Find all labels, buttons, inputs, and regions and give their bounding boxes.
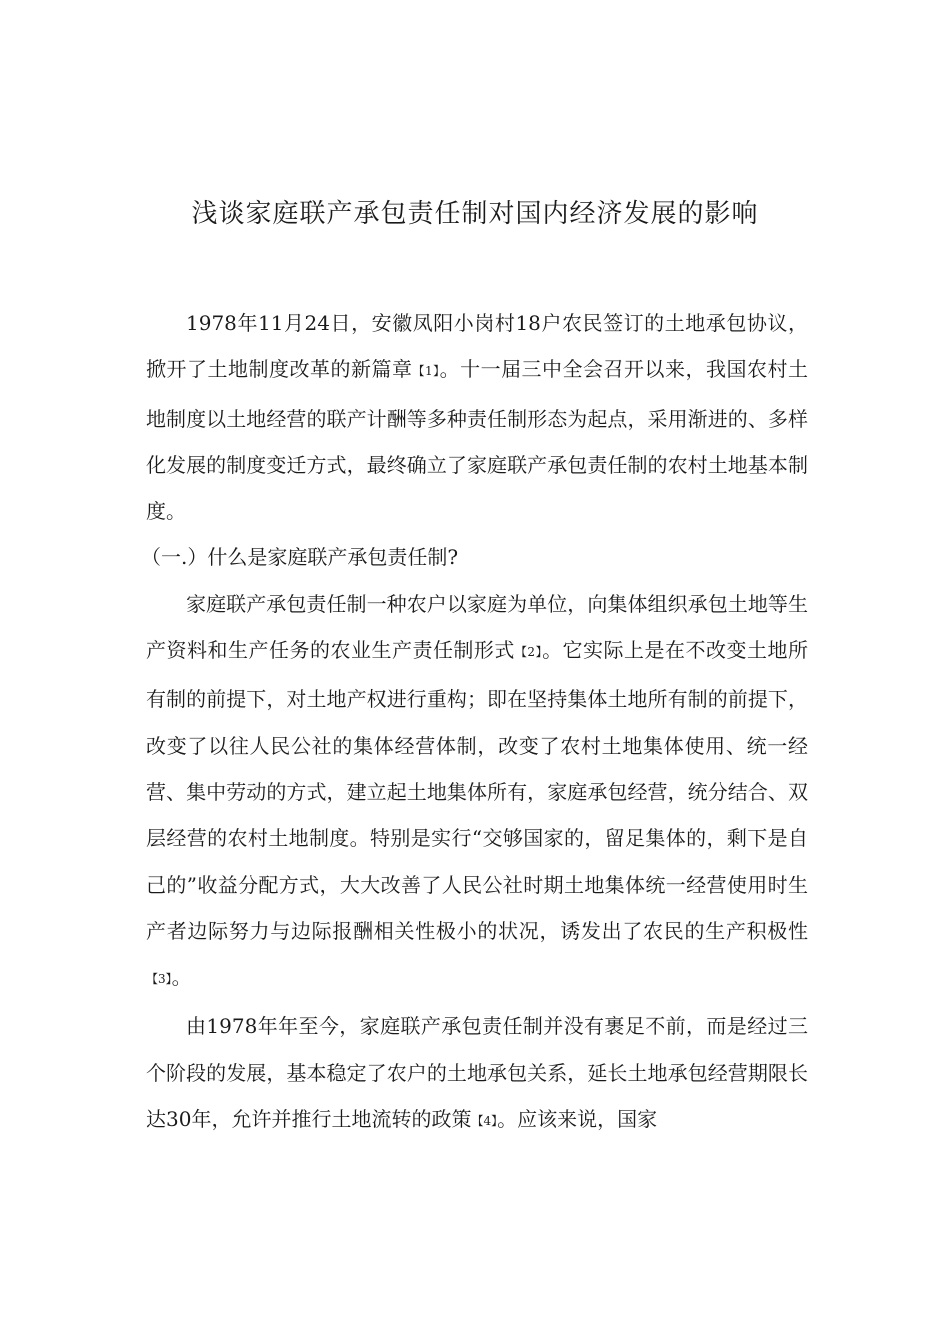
section-heading-1-text: （一.）什么是家庭联产承包责任制? bbox=[141, 545, 459, 570]
document-body bbox=[141, 300, 809, 1145]
paragraph-1-text-2: 。十一届三中全会召开以来，我国农村土地制度以土地经营的联产计酬等多种责任制形态为起点，采用渐进的、多样化发展的制度变迁方式，最终确立了家庭联产承包责任制的农村土地基本制度。 bbox=[146, 357, 809, 524]
paragraph-2-text-3: 。 bbox=[171, 965, 192, 990]
paragraph-1-text-1: 1978年11月24日，安徽凤阳小岗村18户农民签订的土地承包协议，掀开了土地制度改革的新篇章 bbox=[146, 311, 808, 382]
paragraph-3 bbox=[146, 1003, 808, 1145]
paragraph-2 bbox=[146, 581, 808, 1004]
paragraph-2-text-1: 家庭联产承包责任制一种农户以家庭为单位，向集体组织承包土地等生产资料和生产任务的农业生产责任制形式 bbox=[146, 591, 808, 663]
paragraph-1 bbox=[146, 300, 808, 534]
paragraph-3-text-1: 由1978年年至今，家庭联产承包责任制并没有裹足不前，而是经过三个阶段的发展，基本稳定了农户的土地承包关系，延长土地承包经营期限长达30年，允许并推行土地流转的政策 bbox=[146, 1014, 808, 1132]
section-heading-1 bbox=[141, 534, 803, 580]
paragraph-3-text-2: 。应该来说，国家 bbox=[497, 1107, 658, 1132]
paragraph-2-text-2: 。它实际上是在不改变土地所有制的前提下，对土地产权进行重构；即在坚持集体土地所有制的前提下，改变了以往人民公社的集体经营体制，改变了农村土地集体使用、统一经营、集中劳动的方式，建立起土地集体所有，家庭承包经营，统分结合、双层经营的农村土地制度。特别是实行“交够国家的，留足集体的，剩下是自己的”收益分配方式，大大改善了人民公社时期土地集体统一经营使用时生产者边际努力与边际报酬相关性极小的状况，诱发出了农民的生产积极性 bbox=[146, 638, 809, 943]
citation-3: 【3】 bbox=[146, 972, 172, 987]
citation-2: 【2】 bbox=[514, 645, 543, 660]
citation-4: 【4】 bbox=[471, 1114, 498, 1129]
citation-1: 【1】 bbox=[412, 364, 440, 379]
document-title: 浅谈家庭联产承包责任制对国内经济发展的影响 bbox=[191, 199, 759, 229]
